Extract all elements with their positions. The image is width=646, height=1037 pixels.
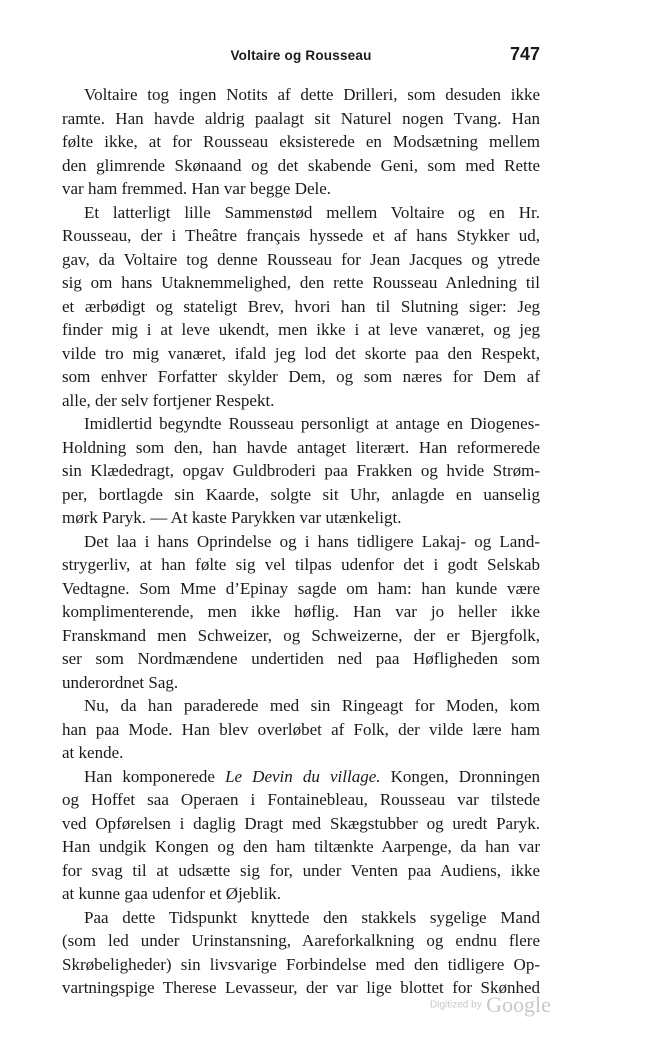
running-title: Voltaire og Rousseau <box>230 48 372 63</box>
text-line: følte ikke, at for Rousseau eksisterede en Modsætning mellem <box>62 132 540 151</box>
text-line: Rousseau, der i Theâtre français hyssede et af hans Stykker ud, <box>62 226 540 245</box>
text-line: alle, der selv fortjener Respekt. <box>62 390 275 410</box>
body-text <box>62 83 540 1000</box>
text-line: Det laa i hans Oprindelse og i hans tidligere Lakaj- og Land- <box>84 531 540 551</box>
paragraph <box>62 412 540 530</box>
paragraph <box>62 83 540 201</box>
watermark-prefix: Digitized by <box>430 999 482 1011</box>
text-fragment: Kongen, Dronningen <box>390 766 540 786</box>
text-line: han paa Mode. Han blev overløbet af Folk, der vilde lære ham <box>62 719 540 739</box>
page-number: 747 <box>509 44 540 64</box>
text-line: Et latterligt lille Sammenstød mellem Voltaire og en Hr. <box>84 202 540 222</box>
text-line: Vedtagne. Som Mme d’Epinay sagde om ham: han kunde være <box>62 578 540 598</box>
page-header <box>62 44 540 68</box>
text-line: Han undgik Kongen og den ham tiltænkte Aarpenge, da han var <box>62 837 540 856</box>
google-logo: Google <box>486 992 551 1017</box>
text-line: mørk Paryk. — At kaste Parykken var utænkeligt. <box>62 508 402 527</box>
text-line: Voltaire tog ingen Notits af dette Drilleri, som desuden ikke <box>84 85 540 104</box>
text-line: komplimenterende, men ikke høflig. Han var jo heller ikke <box>62 602 540 621</box>
text-line: Skrøbeligheder) sin livsvarige Forbindelse med den tidligere Op- <box>62 954 540 974</box>
paragraph <box>62 906 540 1000</box>
text-line: sin Klædedragt, opgav Guldbroderi paa Frakken og hvide Strøm- <box>62 461 540 480</box>
digitized-watermark <box>430 992 551 1018</box>
text-line: (som led under Urinstansning, Aareforkalkning og endnu flere <box>62 931 540 950</box>
text-fragment: Han komponerede <box>84 766 215 786</box>
text-line: per, bortlagde sin Kaarde, solgte sit Uhr, anlagde en uanselig <box>62 484 540 504</box>
opera-title: Le Devin du village. <box>225 766 381 786</box>
text-line: finder mig i at leve ukendt, men ikke i at leve vanæret, og jeg <box>62 320 540 339</box>
text-line: at kunne gaa udenfor et Øjeblik. <box>62 884 282 903</box>
paragraph <box>62 694 540 765</box>
text-line: for svag til at udsætte sig for, under Venten paa Audiens, ikke <box>62 860 540 880</box>
paragraph <box>62 530 540 695</box>
text-line: sig om hans Utaknemmelighed, den rette Rousseau Anledning til <box>62 273 540 292</box>
text-line: vilde tro mig vanæret, ifald jeg lod det skorte paa den Respekt, <box>62 343 540 363</box>
text-line: vartningspige Therese Levasseur, der var lige blottet for Skønhed <box>62 978 540 997</box>
text-line: den glimrende Skønaand og det skabende Geni, som med Rette <box>62 155 540 175</box>
text-line: ramte. Han havde aldrig paalagt sit Naturel nogen Tvang. Han <box>62 108 540 128</box>
text-line: som enhver Forfatter skylder Dem, og som næres for Dem af <box>62 367 540 386</box>
text-line: Nu, da han paraderede med sin Ringeagt for Moden, kom <box>84 696 540 715</box>
text-line: Paa dette Tidspunkt knyttede den stakkels sygelige Mand <box>84 907 540 927</box>
text-line: at kende. <box>62 743 124 762</box>
text-line <box>62 765 540 789</box>
paragraph <box>62 765 540 906</box>
text-line: gav, da Voltaire tog denne Rousseau for Jean Jacques og ytrede <box>62 249 540 269</box>
text-line: var ham fremmed. Han var begge Dele. <box>62 179 332 198</box>
text-line: Imidlertid begyndte Rousseau personligt at antage en Diogenes- <box>84 414 540 433</box>
text-line: underordnet Sag. <box>62 672 179 692</box>
text-line: ved Opførelsen i daglig Dragt med Skægstubber og uredt Paryk. <box>62 813 540 833</box>
text-line: Franskmand men Schweizer, og Schweizerne, der er Bjergfolk, <box>62 625 540 645</box>
paragraph <box>62 201 540 413</box>
text-line: et ærbødigt og stateligt Brev, hvori han til Slutning siger: Jeg <box>62 296 540 316</box>
text-line: ser som Nordmændene undertiden ned paa Høfligheden som <box>62 649 540 668</box>
text-line: strygerliv, at han følte sig vel tilpas udenfor det i godt Selskab <box>62 555 540 574</box>
text-line: Holdning som den, han havde antaget literært. Han reformerede <box>62 437 540 457</box>
text-line: og Hoffet saa Operaen i Fontainebleau, Rousseau var tilstede <box>62 790 540 809</box>
